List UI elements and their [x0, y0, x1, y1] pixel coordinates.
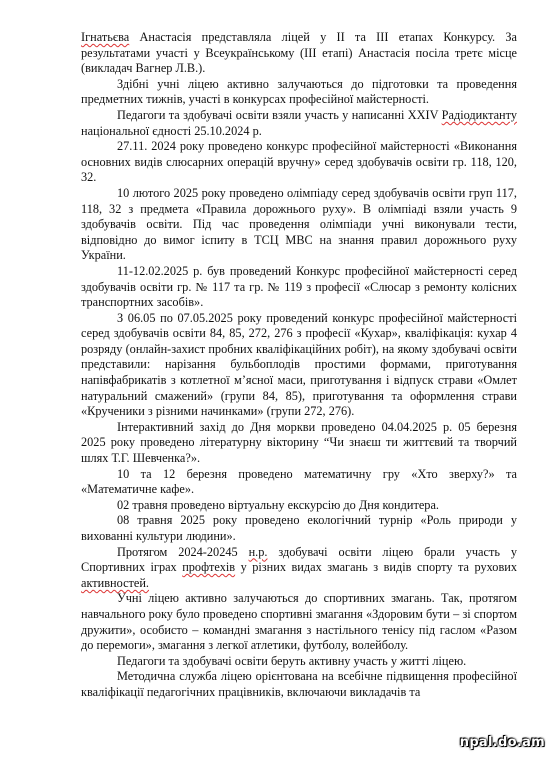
text-run: 11-12.02.2025 р. був проведений Конкурс професійної майстерності серед здобувачів освіти гр. № 117 та гр. № 119 з професії «Слюсар з ремонту колісних транспортних засобів». [81, 263, 517, 310]
misspelled-word: профтехів [182, 560, 236, 575]
text-run: здобувачі освіти ліцею брали участь у Спортивних іграх [81, 544, 517, 575]
text-run: Педагоги та здобувачі освіти взяли участь у написанні XXIV [117, 107, 442, 122]
text-run: 10 та 12 березня проведено математичну гру «Хто зверху?» та «Математичне кафе». [81, 466, 517, 497]
paragraph [81, 264, 517, 311]
paragraph [81, 498, 517, 514]
text-run: Методична служба ліцею орієнтована на всебічне підвищення професійної кваліфікації педагогічних працівників, включаючи викладачів та [81, 669, 517, 699]
misspelled-word: Радіодиктанту [441, 107, 517, 122]
document-body [81, 30, 517, 701]
paragraph [81, 311, 517, 420]
paragraph [81, 591, 517, 653]
text-run: Протягом 2024-20245 [117, 544, 249, 559]
misspelled-word: активностей. [81, 575, 150, 590]
text-run: З 06.05 по 07.05.2025 року проведений конкурс професійної майстерності серед здобувачів освіти 84, 85, 272, 276 з професії «Кухар», кваліфікація: кухар 4 розряду (онлайн-захист пробних кваліфікаційних робіт), на якому здобувачі освіти представили: нарізання бульбоплодів простими формами, приготування напівфабрикатів з котлетної м’ясної маси, приготування і відпуск страви «Омлет натуральний смажений» (групи 84, 85), приготування та оформлення страви «Крученики з різними начинками» (групи 272, 276). [81, 310, 517, 419]
text-run: 10 лютого 2025 року проведено олімпіаду серед здобувачів освіти груп 117, 118, 32 з предмета «Правила дорожнього руху». В олімпіаді взяли участь 9 здобувачів освіти. Під час проведення олімпіади учні виконували тести, відповідно до вимог іспиту в ТСЦ МВС на знання правил дорожнього руху України. [81, 185, 517, 263]
paragraph [81, 139, 517, 186]
text-run: 27.11. 2024 року проведено конкурс професійної майстерності «Виконання основних видів слюсарних операцій вручну» серед здобувачів освіти гр. 118, 120, 32. [81, 139, 517, 185]
text-run: Педагоги та здобувачі освіти беруть активну участь у житті ліцею. [117, 653, 467, 668]
site-watermark: npal.do.am [459, 735, 545, 750]
text-run: 08 травня 2025 року проведено екологічний турнір «Роль природи у вихованні культури людини». [81, 513, 517, 543]
misspelled-word: Ігнатьєва [81, 30, 130, 44]
paragraph [81, 30, 517, 77]
misspelled-word: н.р. [248, 544, 268, 559]
paragraph [81, 669, 517, 700]
text-run: Учні ліцею активно залучаються до спортивних змагань. Так, протягом навчального року було проведено спортивні змагання «Здоровим бути – зі спортом дружити», особисто – командні змагання з настільного тенісу під гаслом «Разом до перемоги», змагання з легкої атлетики, футболу, волейболу. [81, 591, 517, 653]
text-run: Анастасія представляла ліцей у ІІ та ІІІ етапах Конкурсу. За результатами участі у Всеукраїнському (ІІІ етапі) Анастасія посіла третє місце (викладач Вагнер Л.В.). [81, 30, 517, 76]
paragraph [81, 186, 517, 264]
text-run: національної єдності 25.10.2024 р. [81, 123, 262, 138]
text-run: у різних видах змагань з видів спорту та рухових [235, 560, 517, 575]
paragraph [81, 108, 517, 139]
text-run: 02 травня проведено віртуальну екскурсію до Дня кондитера. [117, 497, 439, 512]
paragraph [81, 420, 517, 467]
paragraph [81, 77, 517, 108]
paragraph [81, 654, 517, 670]
paragraph [81, 513, 517, 544]
paragraph [81, 545, 517, 592]
paragraph [81, 467, 517, 498]
text-run: Інтерактивний захід до Дня моркви проведено 04.04.2025 р. 05 березня 2025 року проведено літературну вікторину “Чи знаєш ти життєвий та творчий шлях Т.Г. Шевченка?». [81, 419, 517, 466]
text-run: Здібні учні ліцею активно залучаються до підготовки та проведення предметних тижнів, участі в конкурсах професійної майстерності. [81, 76, 517, 107]
